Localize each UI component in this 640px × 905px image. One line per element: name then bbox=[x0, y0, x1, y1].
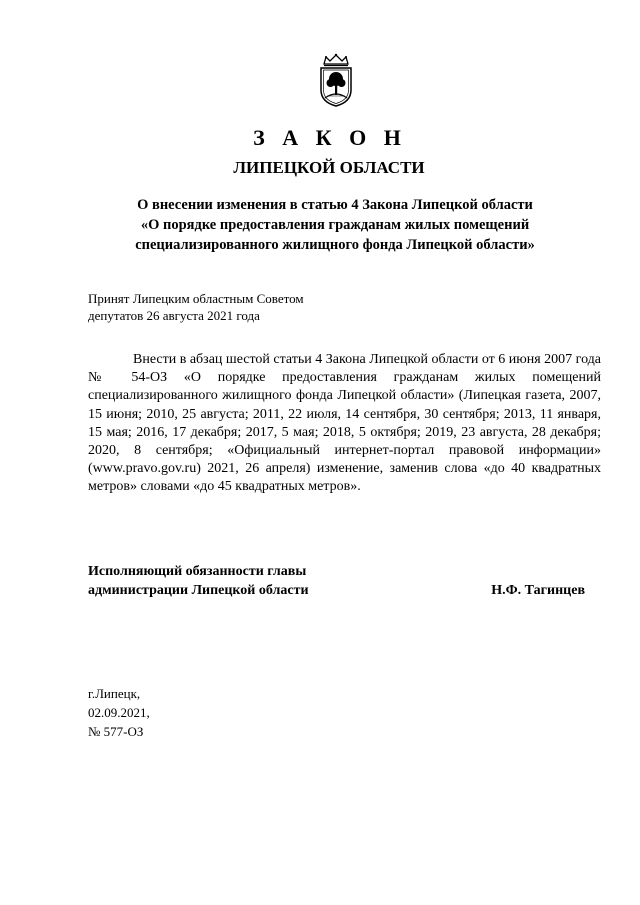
footer-number: № 577-ОЗ bbox=[88, 724, 144, 739]
footer-date: 02.09.2021, bbox=[88, 705, 150, 720]
region-title: ЛИПЕЦКОЙ ОБЛАСТИ bbox=[233, 158, 425, 177]
law-subject bbox=[0, 195, 640, 255]
adoption-note bbox=[88, 290, 304, 324]
position-line: Исполняющий обязанности главы bbox=[88, 564, 307, 579]
subject-line: О внесении изменения в статью 4 Закона Липецкой области bbox=[137, 197, 533, 213]
document-footer bbox=[88, 684, 150, 741]
subject-line: специализированного жилищного фонда Липецкой области» bbox=[135, 237, 535, 253]
subject-line: «О порядке предоставления гражданам жилых помещений bbox=[140, 217, 530, 233]
signatory-name: Н.Ф. Тагинцев bbox=[491, 583, 585, 598]
position-line: администрации Липецкой области bbox=[88, 583, 309, 598]
adoption-line: Принят Липецким областным Советом bbox=[88, 291, 304, 306]
adoption-line: депутатов 26 августа 2021 года bbox=[88, 308, 260, 323]
law-title: З А К О Н bbox=[253, 125, 407, 150]
law-body-paragraph: Внести в абзац шестой статьи 4 Закона Липецкой области от 6 июня 2007 года № 54-ОЗ «О порядке предоставления гражданам жилых помещений специализированного жилищного фонда Липецкой области» (Липецкая газета, 2007, 15 июня; 2010, 25 августа; 2011, 22 июля, 14 сентября, 30 сентября; 2013, 11 января, 15 мая; 2016, 17 декабря; 2017, 5 мая; 2018, 5 октября; 2019, 23 августа, 28 декабря; 2020, 8 сентября; «Официальный интернет-портал правовой информации» (www.pravo.gov.ru) 2021, 26 апреля) изменение, заменив слова «до 40 квадратных метров» словами «до 45 квадратных метров». bbox=[88, 352, 601, 495]
signature-block bbox=[88, 562, 601, 600]
footer-city: г.Липецк, bbox=[88, 686, 141, 701]
lipetsk-coat-of-arms-icon bbox=[314, 52, 358, 108]
